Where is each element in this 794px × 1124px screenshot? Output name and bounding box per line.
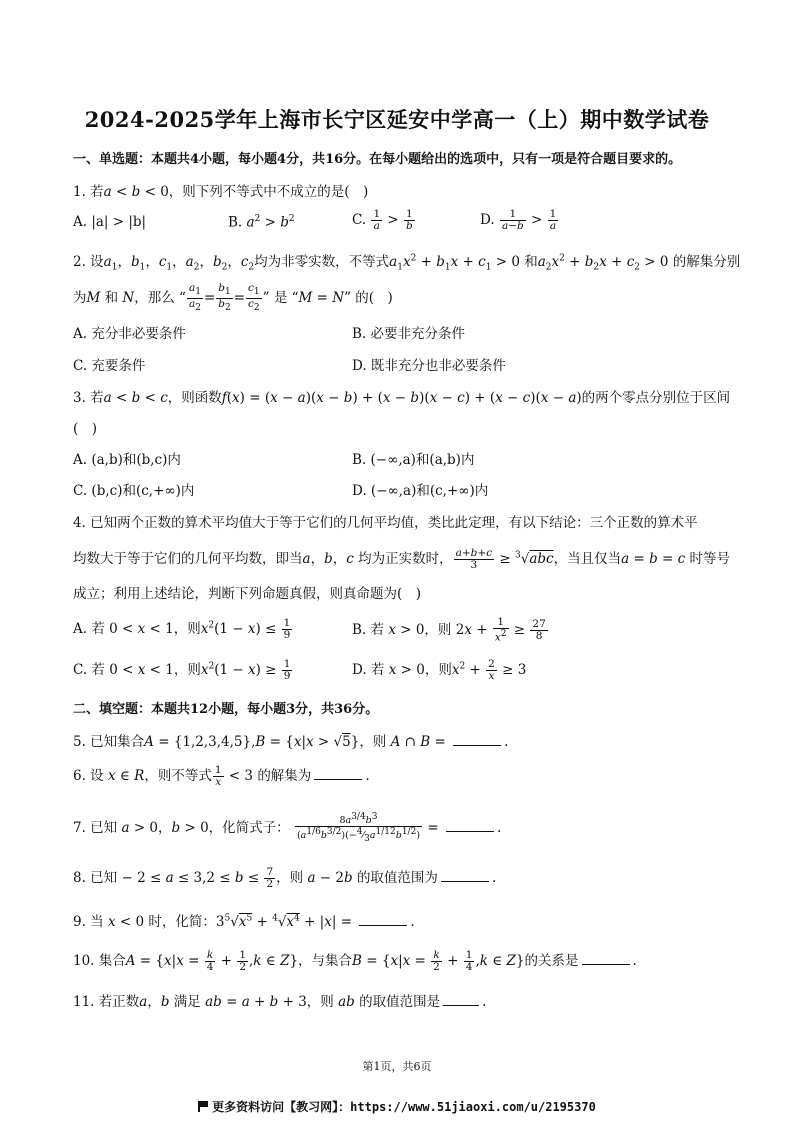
q1-option-d: D. $\frac{1}{a-b}$ > $\frac{1}{a}$ bbox=[480, 208, 557, 232]
answer-blank bbox=[314, 767, 362, 780]
q4-option-d: D. 若 x > 0，则$x^2$ + $\frac{2}{x}$ ≥ 3 bbox=[352, 658, 527, 682]
answer-blank bbox=[582, 952, 630, 965]
section-fill-in: 二、填空题：本题共12小题，每小题3分，共36分。 bbox=[73, 702, 379, 717]
q3-option-a: A. (a,b)和(b,c)内 bbox=[73, 452, 181, 468]
question-1: 1. 若a < b < 0，则下列不等式中不成立的是( ) bbox=[73, 184, 369, 200]
question-6: 6. 设 x ∈ R，则不等式 $\frac{1}{x}$ < 3 的解集为 . bbox=[73, 764, 370, 788]
page-footer: 第1页，共6页 bbox=[362, 1060, 432, 1073]
question-5: 5. 已知集合A = {1,2,3,4,5},B = {x|x > √5}，则 A ∩ B = . bbox=[73, 734, 509, 750]
question-2-line-1: 2. 设$a_1$，$b_1$，$c_1$，$a_2$，$b_2$，$c_2$均为非零实数，不等式$a_1x^2 + b_1x + c_1 > 0$ 和$a_2x^2 + b_2x + c_2 > 0$ 的解集分别 bbox=[73, 253, 741, 273]
answer-blank bbox=[359, 913, 407, 926]
q1-option-a: A. |a| > |b| bbox=[73, 214, 147, 230]
q4-option-a: A. 若 0 < x < 1，则$x^2(1 - x)$ ≤ $\frac{1}{9}$ bbox=[73, 617, 291, 641]
question-11: 11. 若正数a，b 满足 ab = a + b + 3，则 ab 的取值范围是 . bbox=[73, 994, 487, 1010]
promo-link[interactable]: 更多资料访问【教习网】：https://www.51jiaoxi.com/u/2195370 bbox=[0, 1098, 794, 1115]
q3-option-d: D. (−∞,a)和(c,+∞)内 bbox=[352, 483, 489, 499]
question-4-line-2: 均数大于等于它们的几何平均数，即当a，b，c 均为正实数时， $\frac{a+b+c}{3}$ ≥ $^3$√abc，当且仅当a = b = c 时等号 bbox=[73, 547, 730, 571]
answer-blank bbox=[446, 819, 494, 832]
answer-blank bbox=[443, 993, 479, 1006]
flag-icon bbox=[198, 1101, 207, 1111]
question-4-line-3: 成立；利用上述结论，判断下列命题真假，则真命题为( ) bbox=[73, 586, 422, 602]
question-10: 10. 集合A = {x|x = $\frac{k}{4}$ + $\frac{1}{2}$ ,k ∈ Z}，与集合B = {x|x = $\frac{k}{2}$ + $\frac{1}{4}$ ,k ∈ Z}的关系是 . bbox=[73, 949, 637, 973]
question-3-line-2: ( ) bbox=[73, 421, 98, 437]
question-2-line-2: 为M 和 N，那么 “ $\frac{a_1}{a_2}$ = $\frac{b_1}{b_2}$ = $\frac{c_1}{c_2}$ ” 是 “M = N” 的( ) bbox=[73, 282, 393, 314]
answer-blank bbox=[453, 733, 501, 746]
section-single-choice: 一、单选题：本题共4小题，每小题4分，共16分。在每小题给出的选项中，只有一项是符合题目要求的。 bbox=[73, 152, 682, 167]
q4-option-c: C. 若 0 < x < 1，则$x^2(1 - x)$ ≥ $\frac{1}{9}$ bbox=[73, 658, 291, 682]
q2-option-d: D. 既非充分也非必要条件 bbox=[352, 358, 506, 374]
question-7: 7. 已知 a > 0，b > 0，化简式子： $\frac{8a^{3/4}b^3}{(a^{1/6}b^{3/2})(-^4⁄_3a^{1/12}b^{1/2})}$ = . bbox=[73, 812, 502, 845]
q3-option-b: B. (−∞,a)和(a,b)内 bbox=[352, 452, 475, 468]
question-8: 8. 已知 − 2 ≤ a ≤ 3,2 ≤ b ≤ $\frac{7}{2}$ ，则 a − 2b 的取值范围为 . bbox=[73, 866, 497, 890]
question-9: 9. 当 x < 0 时，化简：$3^5√x^5 + ^4√x^4 + |x|$ = . bbox=[73, 913, 415, 930]
q2-option-b: B. 必要非充分条件 bbox=[352, 326, 466, 342]
question-3-line-1: 3. 若a < b < c，则函数f(x) = (x − a)(x − b) + (x − b)(x − c) + (x − c)(x − a)的两个零点分别位于区间 bbox=[73, 390, 731, 406]
q1-option-c: C. $\frac{1}{a}$ > $\frac{1}{b}$ bbox=[352, 208, 413, 232]
page-title: 2024-2025学年上海市长宁区延安中学高一（上）期中数学试卷 bbox=[84, 107, 710, 132]
answer-blank bbox=[441, 869, 489, 882]
question-4-line-1: 4. 已知两个正数的算术平均值大于等于它们的几何平均值，类比此定理，有以下结论：三个正数的算术平 bbox=[73, 515, 698, 531]
q3-option-c: C. (b,c)和(c,+∞)内 bbox=[73, 483, 195, 499]
q2-option-c: C. 充要条件 bbox=[73, 358, 146, 374]
q4-option-b: B. 若 x > 0，则 2x + $\frac{1}{x^2}$ ≥ $\frac{27}{8}$ bbox=[352, 616, 546, 644]
q2-option-a: A. 充分非必要条件 bbox=[73, 326, 186, 342]
q1-option-b: B. $a^2 > b^2$ bbox=[228, 214, 295, 231]
